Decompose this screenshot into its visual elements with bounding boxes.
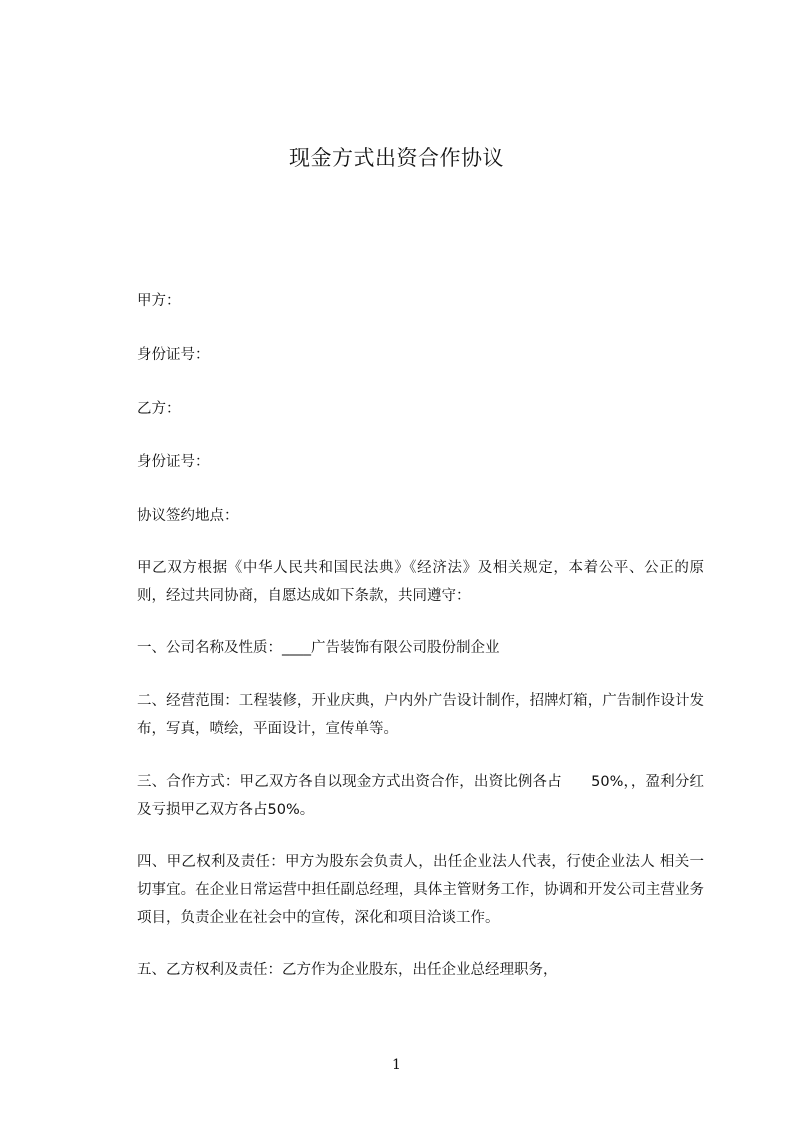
party-a-field: 甲方：	[137, 293, 181, 309]
party-a-id-field: 身份证号：	[137, 347, 210, 363]
clause-1-text: 一、公司名称及性质：____广告装饰有限公司股份制企业	[137, 640, 500, 656]
sign-place-field: 协议签约地点：	[137, 508, 239, 524]
clause-2	[104, 687, 704, 743]
clause-3-text: 三、合作方式：甲乙双方各自以现金方式出资合作，出资比例各占 50%，，盈利分红及亏损甲乙双方各占50%。	[137, 774, 704, 818]
clause-1	[104, 634, 704, 662]
clause-3	[104, 768, 704, 824]
document-title: 现金方式出资合作协议	[289, 146, 504, 170]
intro-text: 甲乙双方根据《中华人民共和国民法典》《经济法》及相关规定，本着公平、公正的原则，经过共同协商，自愿达成如下条款，共同遵守：	[137, 560, 704, 604]
clause-4	[104, 848, 704, 932]
party-b-id-field: 身份证号：	[137, 454, 210, 470]
intro-paragraph	[104, 554, 704, 610]
page-number: 1	[392, 1057, 401, 1073]
clause-4-text: 四、甲乙权利及责任：甲方为股东会负责人，出任企业法人代表，行使企业法人 相关一切事宜。在企业日常运营中担任副总经理，具体主管财务工作，协调和开发公司主营业务项目，负责企业在社会中的宣传，深化和项目洽谈工作。	[137, 854, 704, 926]
clause-2-text: 二、经营范围：工程装修，开业庆典，户内外广告设计制作，招牌灯箱，广告制作设计发布，写真，喷绘，平面设计，宣传单等。	[137, 693, 704, 737]
party-b-field: 乙方：	[137, 401, 181, 417]
clause-5	[104, 956, 704, 984]
clause-5-text: 五、乙方权利及责任：乙方作为企业股东，出任企业总经理职务，	[137, 962, 558, 978]
